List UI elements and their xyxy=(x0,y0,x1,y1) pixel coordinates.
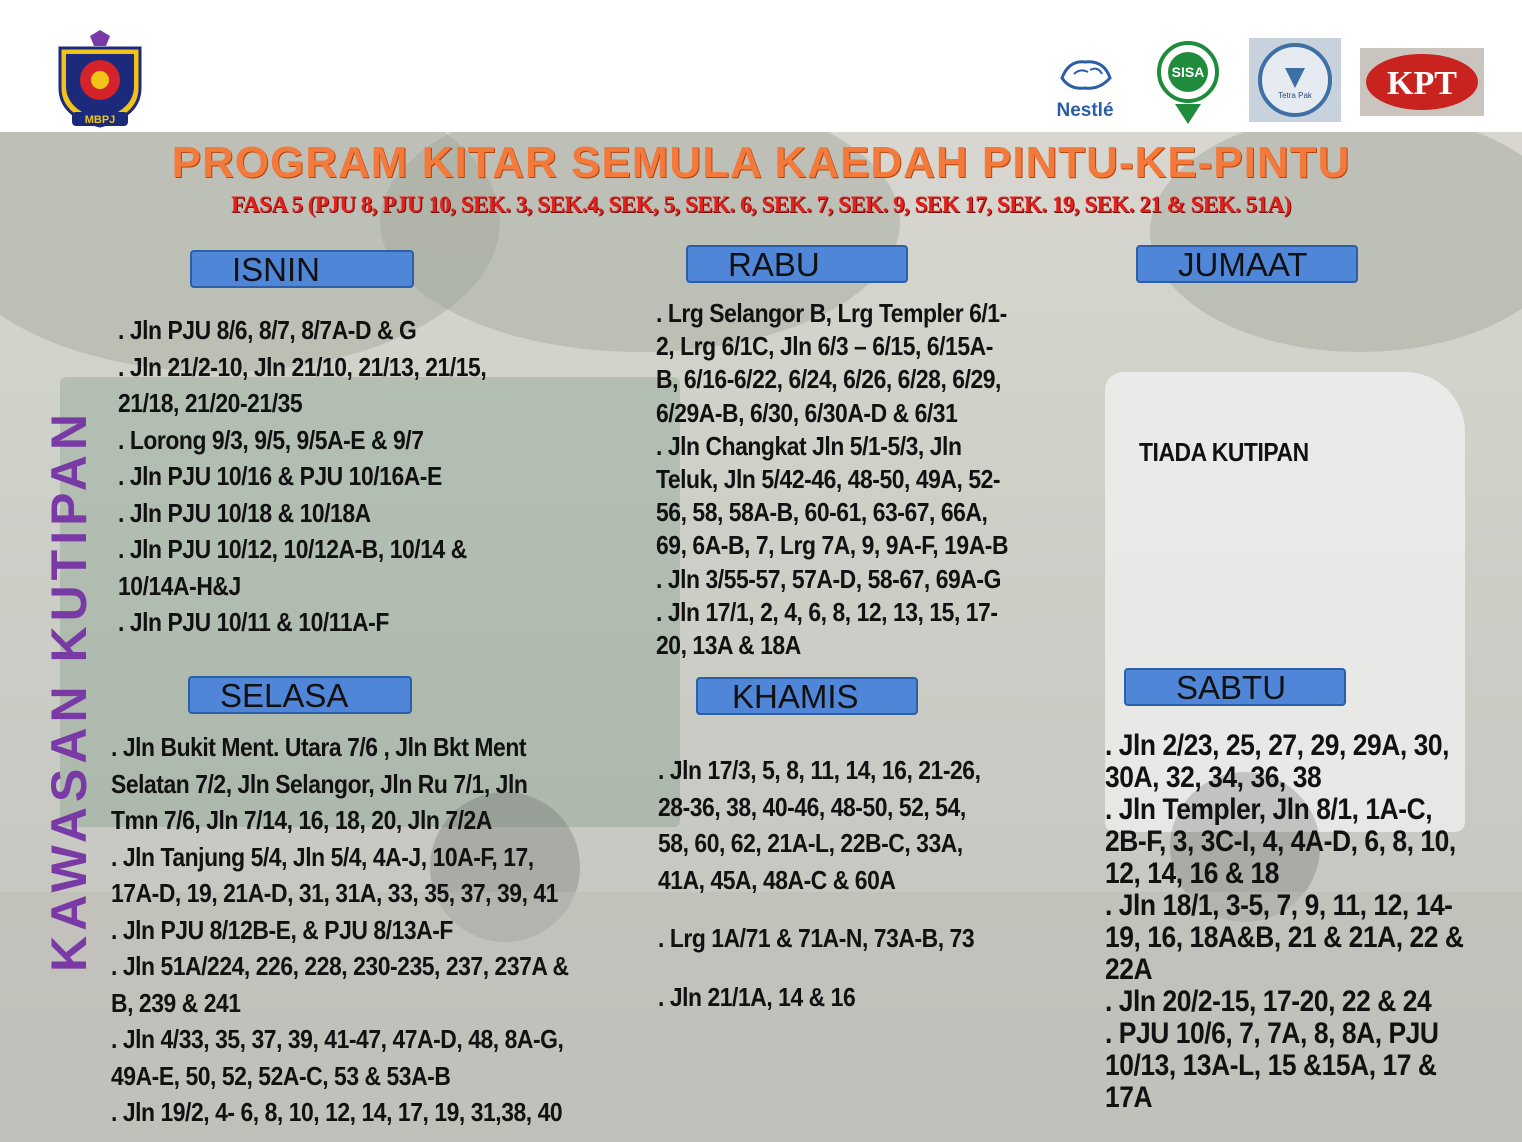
route-line: . Jln PJU 10/18 & 10/18A xyxy=(118,497,371,528)
route-line: 56, 58, 58A-B, 60-61, 63-67, 66A, xyxy=(656,497,988,528)
route-line: 30A, 32, 34, 36, 38 xyxy=(1105,761,1322,794)
route-line: 58, 60, 62, 21A-L, 22B-C, 33A, xyxy=(658,828,963,858)
mbpj-logo-text: MBPJ xyxy=(84,114,116,126)
route-line: 21/18, 21/20-21/35 xyxy=(118,388,303,418)
route-line: . Jln Changkat Jln 5/1-5/3, Jln xyxy=(656,430,962,461)
route-line: . Jln 2/23, 25, 27, 29, 29A, 30, xyxy=(1105,729,1450,762)
route-line: . Lorong 9/3, 9/5, 9/5A-E & 9/7 xyxy=(118,424,424,455)
route-line: . Jln PJU 10/16 & PJU 10/16A-E xyxy=(118,461,442,491)
day-label-selasa: SELASA xyxy=(188,676,412,714)
tetra-pak-logo xyxy=(1249,38,1341,122)
day-label-rabu: RABU xyxy=(686,245,908,283)
route-line: 10/14A-H&J xyxy=(118,570,241,601)
route-line: . Jln 51A/224, 226, 228, 230-235, 237, 237A & xyxy=(111,951,569,981)
route-line: 2, Lrg 6/1C, Jln 6/3 – 6/15, 6/15A- xyxy=(656,331,993,362)
nestle-logo-text: Nestlé xyxy=(1056,100,1114,120)
route-line: . Jln 20/2-15, 17-20, 22 & 24 xyxy=(1105,985,1432,1018)
route-line: . Jln 3/55-57, 57A-D, 58-67, 69A-G xyxy=(656,563,1001,594)
route-line: . Jln Tanjung 5/4, Jln 5/4, 4A-J, 10A-F, 17, xyxy=(111,841,534,872)
day-label-isnin: ISNIN xyxy=(190,250,414,288)
jumaat-note: TIADA KUTIPAN xyxy=(1139,437,1309,467)
khamis-route-extra-2: . Jln 21/1A, 14 & 16 xyxy=(658,982,856,1012)
route-line: Teluk, Jln 5/42-46, 48-50, 49A, 52- xyxy=(656,464,1001,495)
sisa-logo xyxy=(1153,40,1223,126)
route-line: . Jln PJU 10/12, 10/12A-B, 10/14 & xyxy=(118,534,467,564)
route-line: 12, 14, 16 & 18 xyxy=(1105,857,1279,890)
sabtu-route-list xyxy=(1105,730,1464,1114)
route-line: . PJU 10/6, 7, 7A, 8, 8A, PJU xyxy=(1105,1017,1439,1050)
kpt-logo-text: KPT xyxy=(1387,65,1457,102)
sisa-logo-text: SISA xyxy=(1171,64,1205,80)
route-line: 69, 6A-B, 7, Lrg 7A, 9, 9A-F, 19A-B xyxy=(656,530,1009,561)
route-line: 6/29A-B, 6/30, 6/30A-D & 6/31 xyxy=(656,397,958,428)
route-line: . Jln 19/2, 4- 6, 8, 10, 12, 14, 17, 19, 31,38, 40 xyxy=(111,1097,563,1127)
route-line: . Jln 21/2-10, Jln 21/10, 21/13, 21/15, xyxy=(118,351,487,382)
route-line: . Jln Templer, Jln 8/1, 1A-C, xyxy=(1105,793,1433,826)
route-line: . Jln 17/3, 5, 8, 11, 14, 16, 21-26, xyxy=(658,755,981,785)
route-line: 41A, 45A, 48A-C & 60A xyxy=(658,864,896,895)
route-line: 22A xyxy=(1105,953,1153,986)
page-subtitle: FASA 5 (PJU 8, PJU 10, SEK. 3, SEK.4, SEK, 5, SEK. 6, SEK. 7, SEK. 9, SEK 17, SEK. 19, SEK. 21 & SEK. 51A) xyxy=(231,192,1291,217)
kpt-logo xyxy=(1360,48,1484,116)
page-title: PROGRAM KITAR SEMULA KAEDAH PINTU-KE-PINTU xyxy=(171,138,1351,187)
route-line: . Jln Bukit Ment. Utara 7/6 , Jln Bkt Ment xyxy=(111,732,527,762)
route-line: B, 6/16-6/22, 6/24, 6/26, 6/28, 6/29, xyxy=(656,364,1001,395)
route-line: Tmn 7/6, Jln 7/14, 16, 18, 20, Jln 7/2A xyxy=(111,805,492,835)
side-label: KAWASAN KUTIPAN xyxy=(41,409,97,972)
route-line: 49A-E, 50, 52, 52A-C, 53 & 53A-B xyxy=(111,1060,451,1091)
khamis-route-list xyxy=(658,752,981,898)
isnin-route-list xyxy=(118,312,486,641)
route-line: 28-36, 38, 40-46, 48-50, 52, 54, xyxy=(658,791,966,822)
route-line: . Jln PJU 10/11 & 10/11A-F xyxy=(118,607,389,637)
route-line: . Jln 18/1, 3-5, 7, 9, 11, 12, 14- xyxy=(1105,889,1453,922)
rabu-route-list xyxy=(656,297,1008,662)
route-line: 17A-D, 19, 21A-D, 31, 31A, 33, 35, 37, 39, 41 xyxy=(111,878,558,908)
route-line: . Jln PJU 8/12B-E, & PJU 8/13A-F xyxy=(111,914,453,945)
route-line: . Jln PJU 8/6, 8/7, 8/7A-D & G xyxy=(118,315,417,345)
route-line: 19, 16, 18A&B, 21 & 21A, 22 & xyxy=(1105,921,1464,954)
tetra-pak-logo-text: Tetra Pak xyxy=(1278,91,1312,100)
khamis-route-extra-1: . Lrg 1A/71 & 71A-N, 73A-B, 73 xyxy=(658,923,975,953)
mbpj-crest-logo xyxy=(50,28,150,130)
route-line: B, 239 & 241 xyxy=(111,987,241,1018)
route-line: 2B-F, 3, 3C-I, 4, 4A-D, 6, 8, 10, xyxy=(1105,825,1456,858)
nestle-logo xyxy=(1044,40,1126,120)
route-line: . Jln 17/1, 2, 4, 6, 8, 12, 13, 15, 17- xyxy=(656,596,998,627)
day-label-khamis: KHAMIS xyxy=(696,677,918,715)
route-line: . Jln 4/33, 35, 37, 39, 41-47, 47A-D, 48, 8A-G, xyxy=(111,1024,564,1054)
route-line: 10/13, 13A-L, 15 &15A, 17 & xyxy=(1105,1049,1437,1082)
route-line: 20, 13A & 18A xyxy=(656,630,801,661)
day-label-jumaat: JUMAAT xyxy=(1136,245,1358,283)
selasa-route-list xyxy=(111,729,569,1131)
route-line: . Lrg Selangor B, Lrg Templer 6/1- xyxy=(656,298,1007,328)
day-label-sabtu: SABTU xyxy=(1124,668,1346,706)
header-bar xyxy=(0,0,1522,132)
route-line: 17A xyxy=(1105,1081,1153,1114)
route-line: Selatan 7/2, Jln Selangor, Jln Ru 7/1, Jln xyxy=(111,768,528,799)
